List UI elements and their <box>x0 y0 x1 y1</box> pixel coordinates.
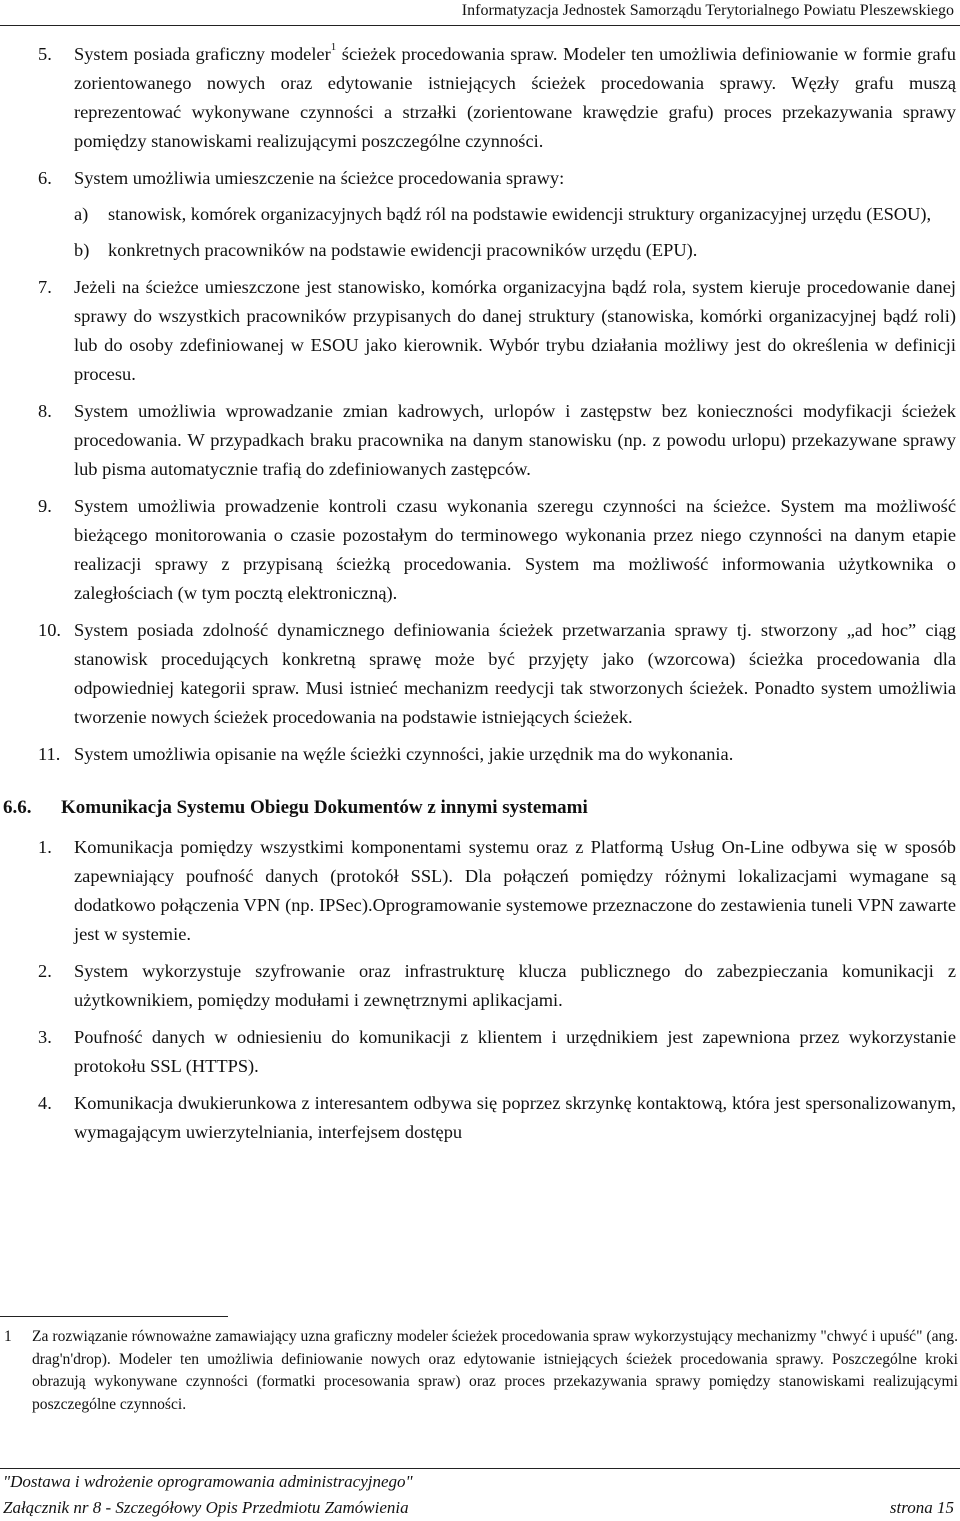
item-number: 2. <box>38 961 52 981</box>
item-number: 7. <box>38 277 52 297</box>
item-number: 10. <box>38 620 61 640</box>
item-text: System posiada graficzny modeler <box>74 44 331 64</box>
page-footer <box>0 1468 960 1521</box>
header-title: Informatyzacja Jednostek Samorządu Terytorialnego Powiatu Pleszewskiego <box>461 2 954 19</box>
item-text: System umożliwia wprowadzanie zmian kadrowych, urlopów i zastępstw bez konieczności modyfikacji ścieżek procedowania. W przypadkach braku pracownika na danym stanowisku (np. z powodu urlopu) przekazywane sprawy lub pisma automatycznie trafią do zdefiniowanych zastępców. <box>74 401 956 479</box>
footnote-divider <box>0 1316 228 1317</box>
list-item-10 <box>0 616 960 732</box>
item-text: System umożliwia prowadzenie kontroli czasu wykonania szeregu czynności na ścieżce. System ma możliwość bieżącego monitorowania o czasie pozostałym do terminowego wykonania przez niego czynności na danym etapie realizacji sprawy z przypisaną ścieżką procedowania. System ma możliwość informowania użytkownika o zaległościach (w tym pocztą elektroniczną). <box>74 496 956 603</box>
footnote-number: 1 <box>4 1328 12 1345</box>
sub-item-a <box>0 200 960 229</box>
footer-row <box>3 1495 954 1521</box>
item-number: 5. <box>38 44 52 64</box>
list-item-8 <box>0 397 960 484</box>
item-number: 6. <box>38 168 52 188</box>
item-number: 1. <box>38 837 52 857</box>
footnote-reference[interactable]: 1 <box>330 40 337 53</box>
item-text: System posiada zdolność dynamicznego definiowania ścieżek przetwarzania sprawy tj. stworzony „ad hoc” ciąg stanowisk procedujących konkretną sprawę może być przyjęty jako (wzorcowa) ścieżka procedowania dla odpowiedniej kategorii spraw. Musi istnieć mechanizm reedycji tak stworzonych ścieżek. Ponadto system umożliwia tworzenie nowych ścieżek procedowania na podstawie istniejących ścieżek. <box>74 620 956 727</box>
item-number: 8. <box>38 401 52 421</box>
section-list-item-3 <box>0 1023 960 1081</box>
footnote <box>0 1326 958 1416</box>
section-list-item-2 <box>0 957 960 1015</box>
footer-attachment: Załącznik nr 8 - Szczegółowy Opis Przedmiotu Zamówienia <box>3 1498 409 1517</box>
footer-project-title: "Dostawa i wdrożenie oprogramowania administracyjnego" <box>3 1472 413 1491</box>
section-title-text: Komunikacja Systemu Obiegu Dokumentów z innymi systemami <box>61 797 588 818</box>
item-text: System umożliwia opisanie na węźle ścieżki czynności, jakie urzędnik ma do wykonania. <box>74 744 734 764</box>
item-text: Komunikacja pomiędzy wszystkimi komponentami systemu oraz z Platformą Usług On-Line odbywa się w sposób zapewniający poufność danych (protokół SSL). Dla połączeń pomiędzy różnymi lokalizacjami wymagane są dodatkowo połączenia VPN (np. IPSec).Oprogramowanie systemowe przeznaczone do zestawienia tuneli VPN zawarte jest w systemie. <box>74 837 956 944</box>
item-number: 4. <box>38 1093 52 1113</box>
page-header <box>0 0 960 26</box>
item-text: System umożliwia umieszczenie na ścieżce procedowania sprawy: <box>74 168 565 188</box>
sub-item-text: konkretnych pracowników na podstawie ewidencji pracowników urzędu (EPU). <box>108 240 698 260</box>
footnote-text: Za rozwiązanie równoważne zamawiający uzna graficzny modeler ścieżek procedowania spraw wykorzystujący mechanizmy "chwyć i upuść" (ang. drag'n'drop). Modeler ten umożliwia definiowanie nowych oraz edytowanie istniejących ścieżek procedowania sprawy. Poszczególne kroki obrazują wykonywane czynności (formatki procesowania spraw) oraz proces przekazywania sprawy pomiędzy stanowiskami realizującymi poszczególne czynności. <box>32 1328 958 1413</box>
list-item-9 <box>0 492 960 608</box>
section-list-item-4 <box>0 1089 960 1147</box>
sub-item-text: stanowisk, komórek organizacyjnych bądź ról na podstawie ewidencji struktury organizacyjnej urzędu (ESOU), <box>108 204 932 224</box>
item-number: 9. <box>38 496 52 516</box>
sub-item-letter: a) <box>74 204 89 224</box>
item-text: Komunikacja dwukierunkowa z interesantem odbywa się poprzez skrzynkę kontaktową, która jest spersonalizowanym, wymagającym uwierzytelniania, interfejsem dostępu <box>74 1093 956 1142</box>
sub-item-b <box>0 236 960 265</box>
item-number: 11. <box>38 744 61 764</box>
section-number: 6.6. <box>3 797 32 818</box>
item-text: Poufność danych w odniesieniu do komunikacji z klientem i urzędnikiem jest zapewniona przez wykorzystanie protokołu SSL (HTTPS). <box>74 1027 956 1076</box>
section-heading <box>0 795 960 821</box>
list-item-11 <box>0 740 960 769</box>
list-item-6 <box>0 164 960 193</box>
list-item-5 <box>0 40 960 156</box>
sub-item-letter: b) <box>74 240 90 260</box>
item-text: Jeżeli na ścieżce umieszczone jest stanowisko, komórka organizacyjna bądź rola, system kieruje procedowanie danej sprawy do wszystkich pracowników przypisanych do danej struktury (stanowiska, komórki organizacyjnej bądź roli) lub do osoby zdefiniowanej w ESOU jako kierownik. Wybór trybu działania możliwy jest do określenia w definicji procesu. <box>74 277 956 384</box>
item-number: 3. <box>38 1027 52 1047</box>
item-text: System wykorzystuje szyfrowanie oraz infrastrukturę klucza publicznego do zabezpieczania komunikacji z użytkownikiem, pomiędzy modułami i zewnętrznymi aplikacjami. <box>74 961 956 1010</box>
section-list-item-1 <box>0 833 960 949</box>
page-number: strona 15 <box>889 1498 954 1517</box>
item-text-cont: ścieżek procedowania spraw. Modeler ten umożliwia definiowanie w formie grafu zorientowanego nowych oraz edytowanie istniejących ścieżek procedowania sprawy. Węzły grafu muszą reprezentować wykonywane czynności a strzałki (zorientowane krawędzie grafu) proces przekazywania sprawy pomiędzy stanowiskami realizującymi poszczególne czynności. <box>74 44 956 151</box>
document-body <box>0 40 960 1147</box>
list-item-7 <box>0 273 960 389</box>
